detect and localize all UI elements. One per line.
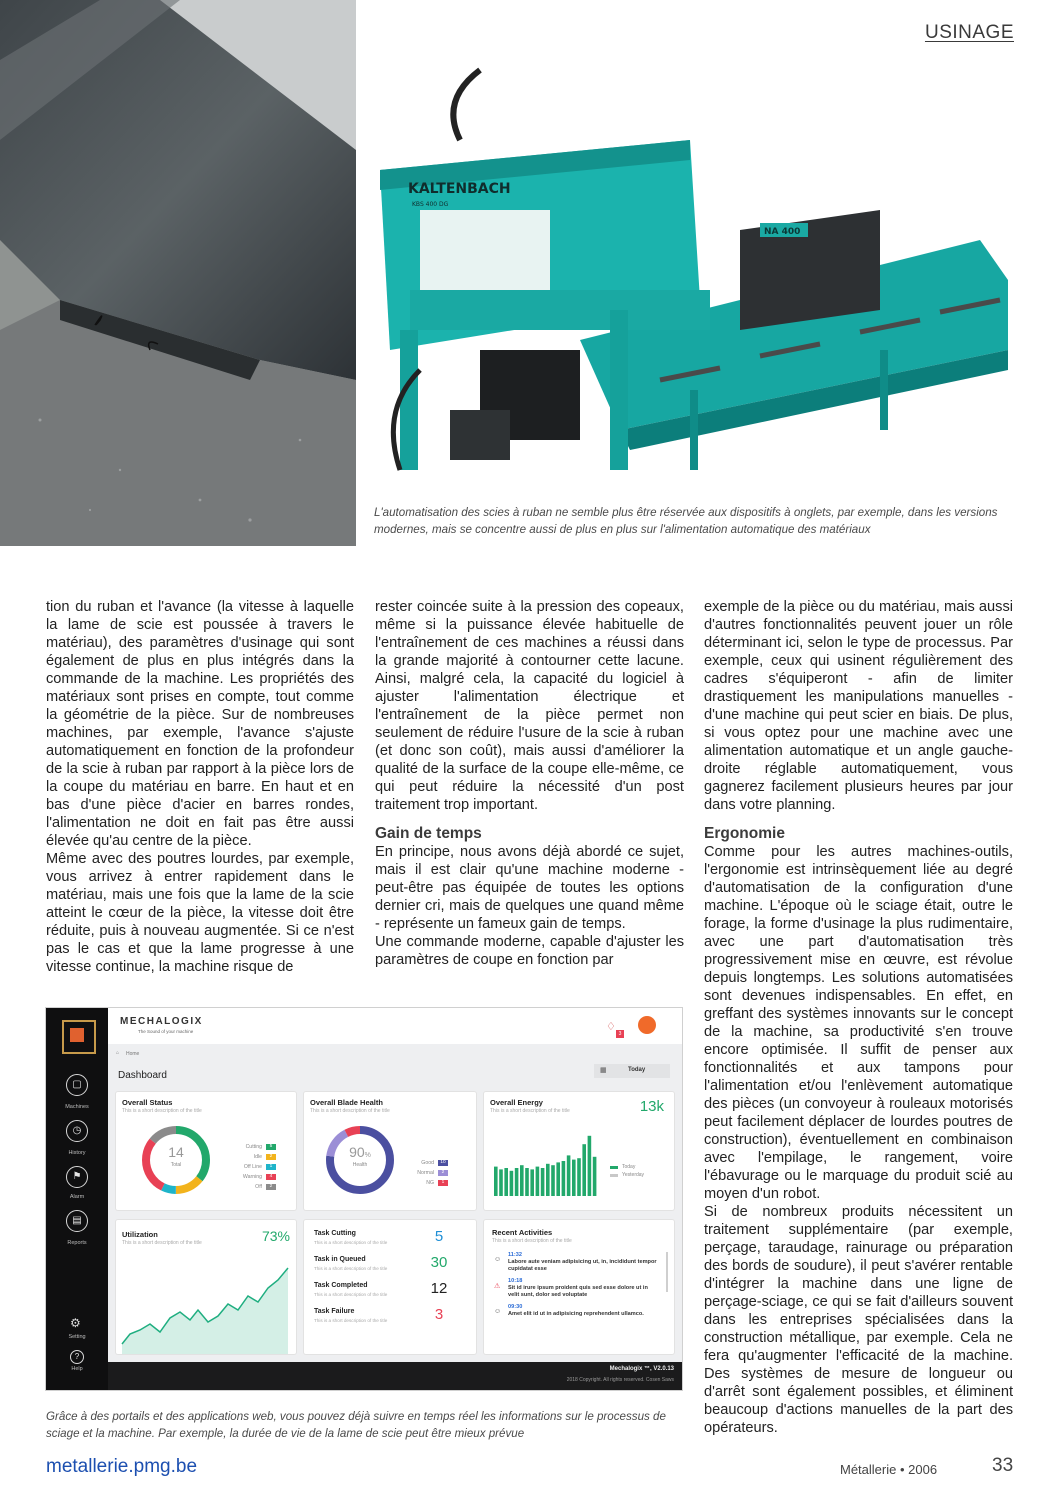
task-value: 3 — [434, 1306, 444, 1323]
energy-bar — [556, 1162, 560, 1196]
brand-tagline: The Sound of your machine — [138, 1029, 194, 1034]
paragraph: tion du ruban et l'avance (la vitesse à laquelle la lame de scie est poussée à travers le matériau), des paramètres d'usinage qui sont également de plus en plus intégrés dans la commande de la machine. Les propriétés des matériaux sont prises en compte, tout comme la géométrie de la pièce. Sur de nombreuses machines, par exemple, l'avance s'ajuste automatiquement en fonction de la profondeur de la scie à ruban par rapport à la pièce lors de la coupe du matériau en barre. En haut et en bas d'une pièce d'acier en barres rondes, l'alimentation ne doit en fait pas être aussi élevée qu'au centre de la pièce. — [46, 599, 354, 849]
task-name: Task Completed — [314, 1282, 368, 1289]
legend-value-badge: 2 — [438, 1170, 448, 1176]
section-label: USINAGE — [924, 22, 1014, 43]
energy-bar — [567, 1155, 571, 1196]
energy-bar — [582, 1144, 586, 1196]
section-heading-ergonomie: Ergonomie — [704, 825, 785, 842]
footer-magazine: Métallerie • 2006 — [840, 1462, 938, 1477]
legend-yesterday-swatch — [610, 1174, 618, 1177]
task-name: Task in Queued — [314, 1256, 366, 1263]
energy-bar — [541, 1168, 545, 1196]
report-icon[interactable]: ▤ — [66, 1210, 88, 1232]
breadcrumb[interactable]: Home — [126, 1051, 140, 1057]
blade-health-label: Health — [352, 1162, 368, 1168]
logo-icon — [62, 1020, 96, 1054]
energy-bar — [504, 1168, 508, 1196]
energy-bar — [525, 1168, 529, 1196]
gear-icon[interactable]: ⚙ — [70, 1316, 81, 1330]
card-subtitle: This is a short description of the title — [310, 1108, 390, 1114]
card-utilization — [116, 1220, 296, 1354]
nav-help[interactable]: Help — [71, 1366, 83, 1372]
task-subtitle: This is a short description of the title — [314, 1266, 388, 1271]
legend-label: Warning — [242, 1174, 262, 1180]
band-saw-machine-illustration — [360, 50, 1008, 496]
card-subtitle: This is a short description of the title — [122, 1240, 202, 1246]
energy-bar — [499, 1169, 503, 1196]
saw-blade-illustration — [0, 0, 356, 546]
blade-health-unit: % — [364, 1152, 371, 1159]
page-number: 33 — [992, 1455, 1014, 1476]
energy-bar — [530, 1169, 534, 1196]
footer-url-link[interactable]: metallerie.pmg.be — [46, 1456, 198, 1477]
legend-value-badge: 1 — [266, 1164, 276, 1170]
chat-icon: ☺ — [494, 1308, 502, 1315]
legend-label: Cutting — [245, 1144, 262, 1150]
legend-value-badge: 2 — [266, 1184, 276, 1190]
activity-time: 09:30 — [508, 1304, 523, 1310]
machine-brand-label: KALTENBACH — [408, 181, 511, 197]
copyright-label: 2018 Copyright. All rights reserved. Cosen Saws — [566, 1377, 674, 1383]
card-tasks — [304, 1220, 476, 1354]
machine-model-label: KBS 400 DG — [412, 201, 449, 208]
chat-icon: ☺ — [494, 1256, 502, 1263]
dashboard-sidebar — [46, 1008, 108, 1390]
paragraph: exemple de la pièce ou du matériau, mais aussi d'autres fonctionnalités peuvent jouer un rôle déterminant ici, selon le type de processus. Par exemple, ceux qui usinent régulièrement des cadres s'équiperont - afin de limiter drastiquement les manipulations manuelles - d'une machine qui peut scier en biais. De plus, si vous optez pour une machine avec une alimentation automatique et un angle gauche-droite réglable automatiquement, vous gagnerez facilement plusieurs heures par jour dans votre planning. — [704, 599, 1013, 813]
energy-bar — [536, 1167, 540, 1196]
card-subtitle: This is a short description of the title — [490, 1108, 570, 1114]
task-subtitle: This is a short description of the title — [314, 1240, 388, 1245]
energy-bar-chart — [490, 1122, 600, 1202]
energy-bar — [510, 1171, 514, 1196]
article-column-3 — [704, 598, 1013, 1437]
card-blade-health — [304, 1092, 476, 1210]
energy-bar — [515, 1168, 519, 1196]
paragraph: rester coincée suite à la pression des copeaux, même si la puissance élevée habituelle de l'entraînement de ces machines a réussi dans la grande majorité à contourner cette lacune. Ainsi, malgré cela, la capacité du logiciel à ajuster l'alimentation électrique et l'entraînement de la pièce permet non seulement de réduire l'usure de la scie à ruban (et donc son coût), mais aussi d'améliorer la qualité de la surface de la coupe elle-même, ce qui peut réduire la nécessité d'un post traitement trop important. — [375, 599, 684, 813]
activity-text[interactable]: Labore aute veniam adipisicing ut, in, incididunt tempor cupidatat esse — [508, 1259, 657, 1272]
today-label: Today — [628, 1067, 646, 1073]
energy-bar — [577, 1158, 581, 1196]
date-picker[interactable] — [594, 1064, 670, 1078]
status-total-label: Total — [170, 1162, 182, 1168]
legend-label: Off Line — [243, 1164, 262, 1170]
legend-label: Normal — [417, 1170, 434, 1176]
energy-bar — [572, 1160, 576, 1196]
energy-bar — [546, 1164, 550, 1196]
dashboard-screenshot — [46, 1008, 682, 1390]
card-subtitle: This is a short description of the title — [122, 1108, 202, 1114]
blade-health-number: 90 — [349, 1144, 365, 1160]
legend-value-badge: 5 — [266, 1144, 276, 1150]
legend-today-swatch — [610, 1166, 618, 1169]
card-overall-energy — [484, 1092, 674, 1210]
task-value: 12 — [430, 1280, 448, 1297]
home-icon[interactable]: ⌂ — [116, 1050, 120, 1056]
blade-donut — [320, 1120, 400, 1200]
dashboard-topbar — [108, 1008, 682, 1044]
scrollbar[interactable] — [666, 1252, 668, 1292]
energy-bar — [562, 1161, 566, 1196]
legend-label: Idle — [253, 1154, 262, 1160]
brand-name: MECHALOGIX — [120, 1016, 203, 1027]
paragraph: Si de nombreux produits nécessitent un traitement supplémentaire (par exemple, perçage, taraudage, rainurage ou préparation des bords de soudure), il peut s'avérer rentable d'intégrer la machine dans une ligne de perçage-sciage, ce qui se fait d'ailleurs souvent dans les entreprises spécialisées dans la construction métallique, par exemple. Cela ne fera qu'augmenter l'efficacité de la machine. Des systèmes de mesure de longueur ou d'arrêt sont également possibles, et éliminent beaucoup d'actions manuelles de la part des opérateurs. — [704, 1204, 1013, 1436]
card-title: Recent Activities — [492, 1228, 553, 1237]
section-heading-gain-de-temps: Gain de temps — [375, 825, 482, 842]
card-title: Overall Status — [122, 1098, 173, 1107]
status-donut — [136, 1120, 216, 1200]
legend-value-badge: 1 — [438, 1180, 448, 1186]
activity-time: 11:32 — [508, 1252, 522, 1258]
card-title: Overall Energy — [490, 1098, 543, 1107]
task-value: 30 — [430, 1254, 448, 1271]
legend-value-badge: 4 — [266, 1174, 276, 1180]
activity-time: 10:18 — [508, 1278, 523, 1284]
nav-reports[interactable]: Reports — [67, 1240, 87, 1246]
paragraph: Comme pour les autres machines-outils, l'ergonomie est intrinsèquement liée au degré d'automatisation de la configuration d'une machine. L'époque où le sciage était, outre le forage, la forme d'usinage la plus rudimentaire, avec une part d'automatisation très progressivement mise en œuvre, est révolue depuis longtemps. Les solutions automatisées sont devenues indispensables. En effet, en greffant des systèmes innovants sur le concept de la machine, sa productivité s'en trouve encore optimisée. Il suffit de penser aux fonctionnalités et aux tampons pour l'alimentation et/ou l'enlèvement automatique des pièces (un convoyeur à rouleaux motorisés peut facilement déplacer de lourdes poutres de construction), éventuellement en combinaison avec l'empilage, le rangement, voire l'ébavurage ou le marquage du produit scié au moyen d'un robot. — [704, 844, 1013, 1202]
avatar[interactable] — [638, 1016, 656, 1034]
caption-top: L'automatisation des scies à ruban ne semble plus être réservée aux dispositifs à onglets, par exemple, dans les versions modernes, mais se concentre aussi de plus en plus sur l'alimentation automatique des matériaux — [374, 506, 998, 536]
paragraph: Même avec des poutres lourdes, par exemple, vous arrivez à entrer rapidement dans le matériau, mais une fois que la lame de la scie atteint le cœur de la pièce, la vitesse doit être réduite, puis à nouveau augmentée. Si ce n'est pas le cas et que la lame progresse à une vitesse continue, la machine risque de — [46, 851, 354, 975]
legend-value-badge: 2 — [266, 1154, 276, 1160]
energy-value: 13k — [639, 1098, 664, 1115]
calendar-icon: ▦ — [600, 1067, 607, 1074]
task-subtitle: This is a short description of the title — [314, 1318, 388, 1323]
energy-bar — [494, 1167, 498, 1196]
paragraph: En principe, nous avons déjà abordé ce sujet, mais il est clair qu'une machine moderne - peut-être pas équipée de toutes les options dernier cri, mais de quelques une quand même - représente un fameux gain de temps. — [375, 844, 684, 932]
nav-alarm[interactable]: Alarm — [69, 1194, 85, 1200]
card-title: Overall Blade Health — [310, 1098, 383, 1107]
legend-label: NG — [426, 1180, 434, 1186]
page-title: Dashboard — [118, 1070, 167, 1081]
card-recent-activities — [484, 1220, 674, 1354]
article-column-2 — [375, 598, 684, 969]
paragraph: Une commande moderne, capable d'ajuster les paramètres de coupe en fonction par — [375, 934, 684, 968]
legend-today-label: Today — [622, 1164, 636, 1170]
nav-machines[interactable]: Machines — [65, 1104, 89, 1110]
photo-saw-blade — [0, 0, 356, 546]
help-icon[interactable]: ? — [70, 1350, 84, 1364]
task-name: Task Failure — [314, 1308, 355, 1315]
activity-text[interactable]: Sit id irure ipsum proident quis sed esse dolore ut in velit sunt, dolor sed voluptate — [508, 1285, 648, 1298]
task-value: 5 — [434, 1228, 444, 1245]
blade-health-value — [340, 1144, 380, 1160]
task-subtitle: This is a short description of the title — [314, 1292, 388, 1297]
legend-yesterday-label: Yesterday — [622, 1172, 645, 1178]
card-overall-status — [116, 1092, 296, 1210]
status-total-value: 14 — [168, 1144, 184, 1160]
energy-bar — [593, 1157, 597, 1196]
energy-bar — [551, 1165, 555, 1196]
notification-badge: 3 — [616, 1030, 624, 1038]
energy-bar — [520, 1165, 524, 1196]
cube-icon[interactable]: ▢ — [66, 1074, 88, 1096]
nav-history[interactable]: History — [68, 1150, 86, 1156]
nav-setting[interactable]: Setting — [68, 1334, 86, 1340]
legend-label: Good — [421, 1160, 434, 1166]
task-name: Task Cutting — [314, 1230, 356, 1237]
bell-icon[interactable]: ♢ — [606, 1021, 616, 1033]
card-subtitle: This is a short description of the title — [492, 1238, 572, 1244]
version-label: Mechalogix ™, V2.0.13 — [609, 1366, 674, 1372]
legend-value-badge: 10 — [438, 1160, 448, 1166]
activity-text[interactable]: Amet elit id ut in adipisicing reprehendent ullamco. — [508, 1311, 644, 1317]
dashboard-footer — [108, 1362, 682, 1390]
photo-band-saw-machine — [360, 50, 1008, 496]
utilization-area-chart — [116, 1260, 296, 1354]
utilization-value: 73% — [261, 1228, 290, 1244]
machine-plate-label: NA 400 — [764, 227, 801, 237]
dashboard-main — [108, 1044, 682, 1362]
legend-label: Off — [255, 1184, 262, 1190]
caption-bottom: Grâce à des portails et des applications web, vous pouvez déjà suivre en temps réel les informations sur le processus de sciage et la machine. Par exemple, la durée de vie de la lame de scie peut être mieux prévue — [46, 1410, 666, 1440]
card-title: Utilization — [122, 1230, 158, 1239]
flag-icon[interactable]: ⚑ — [66, 1166, 88, 1188]
article-column-1 — [46, 598, 354, 976]
alert-icon: ⚠ — [494, 1283, 501, 1290]
clock-icon[interactable]: ◷ — [66, 1120, 88, 1142]
energy-bar — [588, 1136, 592, 1196]
